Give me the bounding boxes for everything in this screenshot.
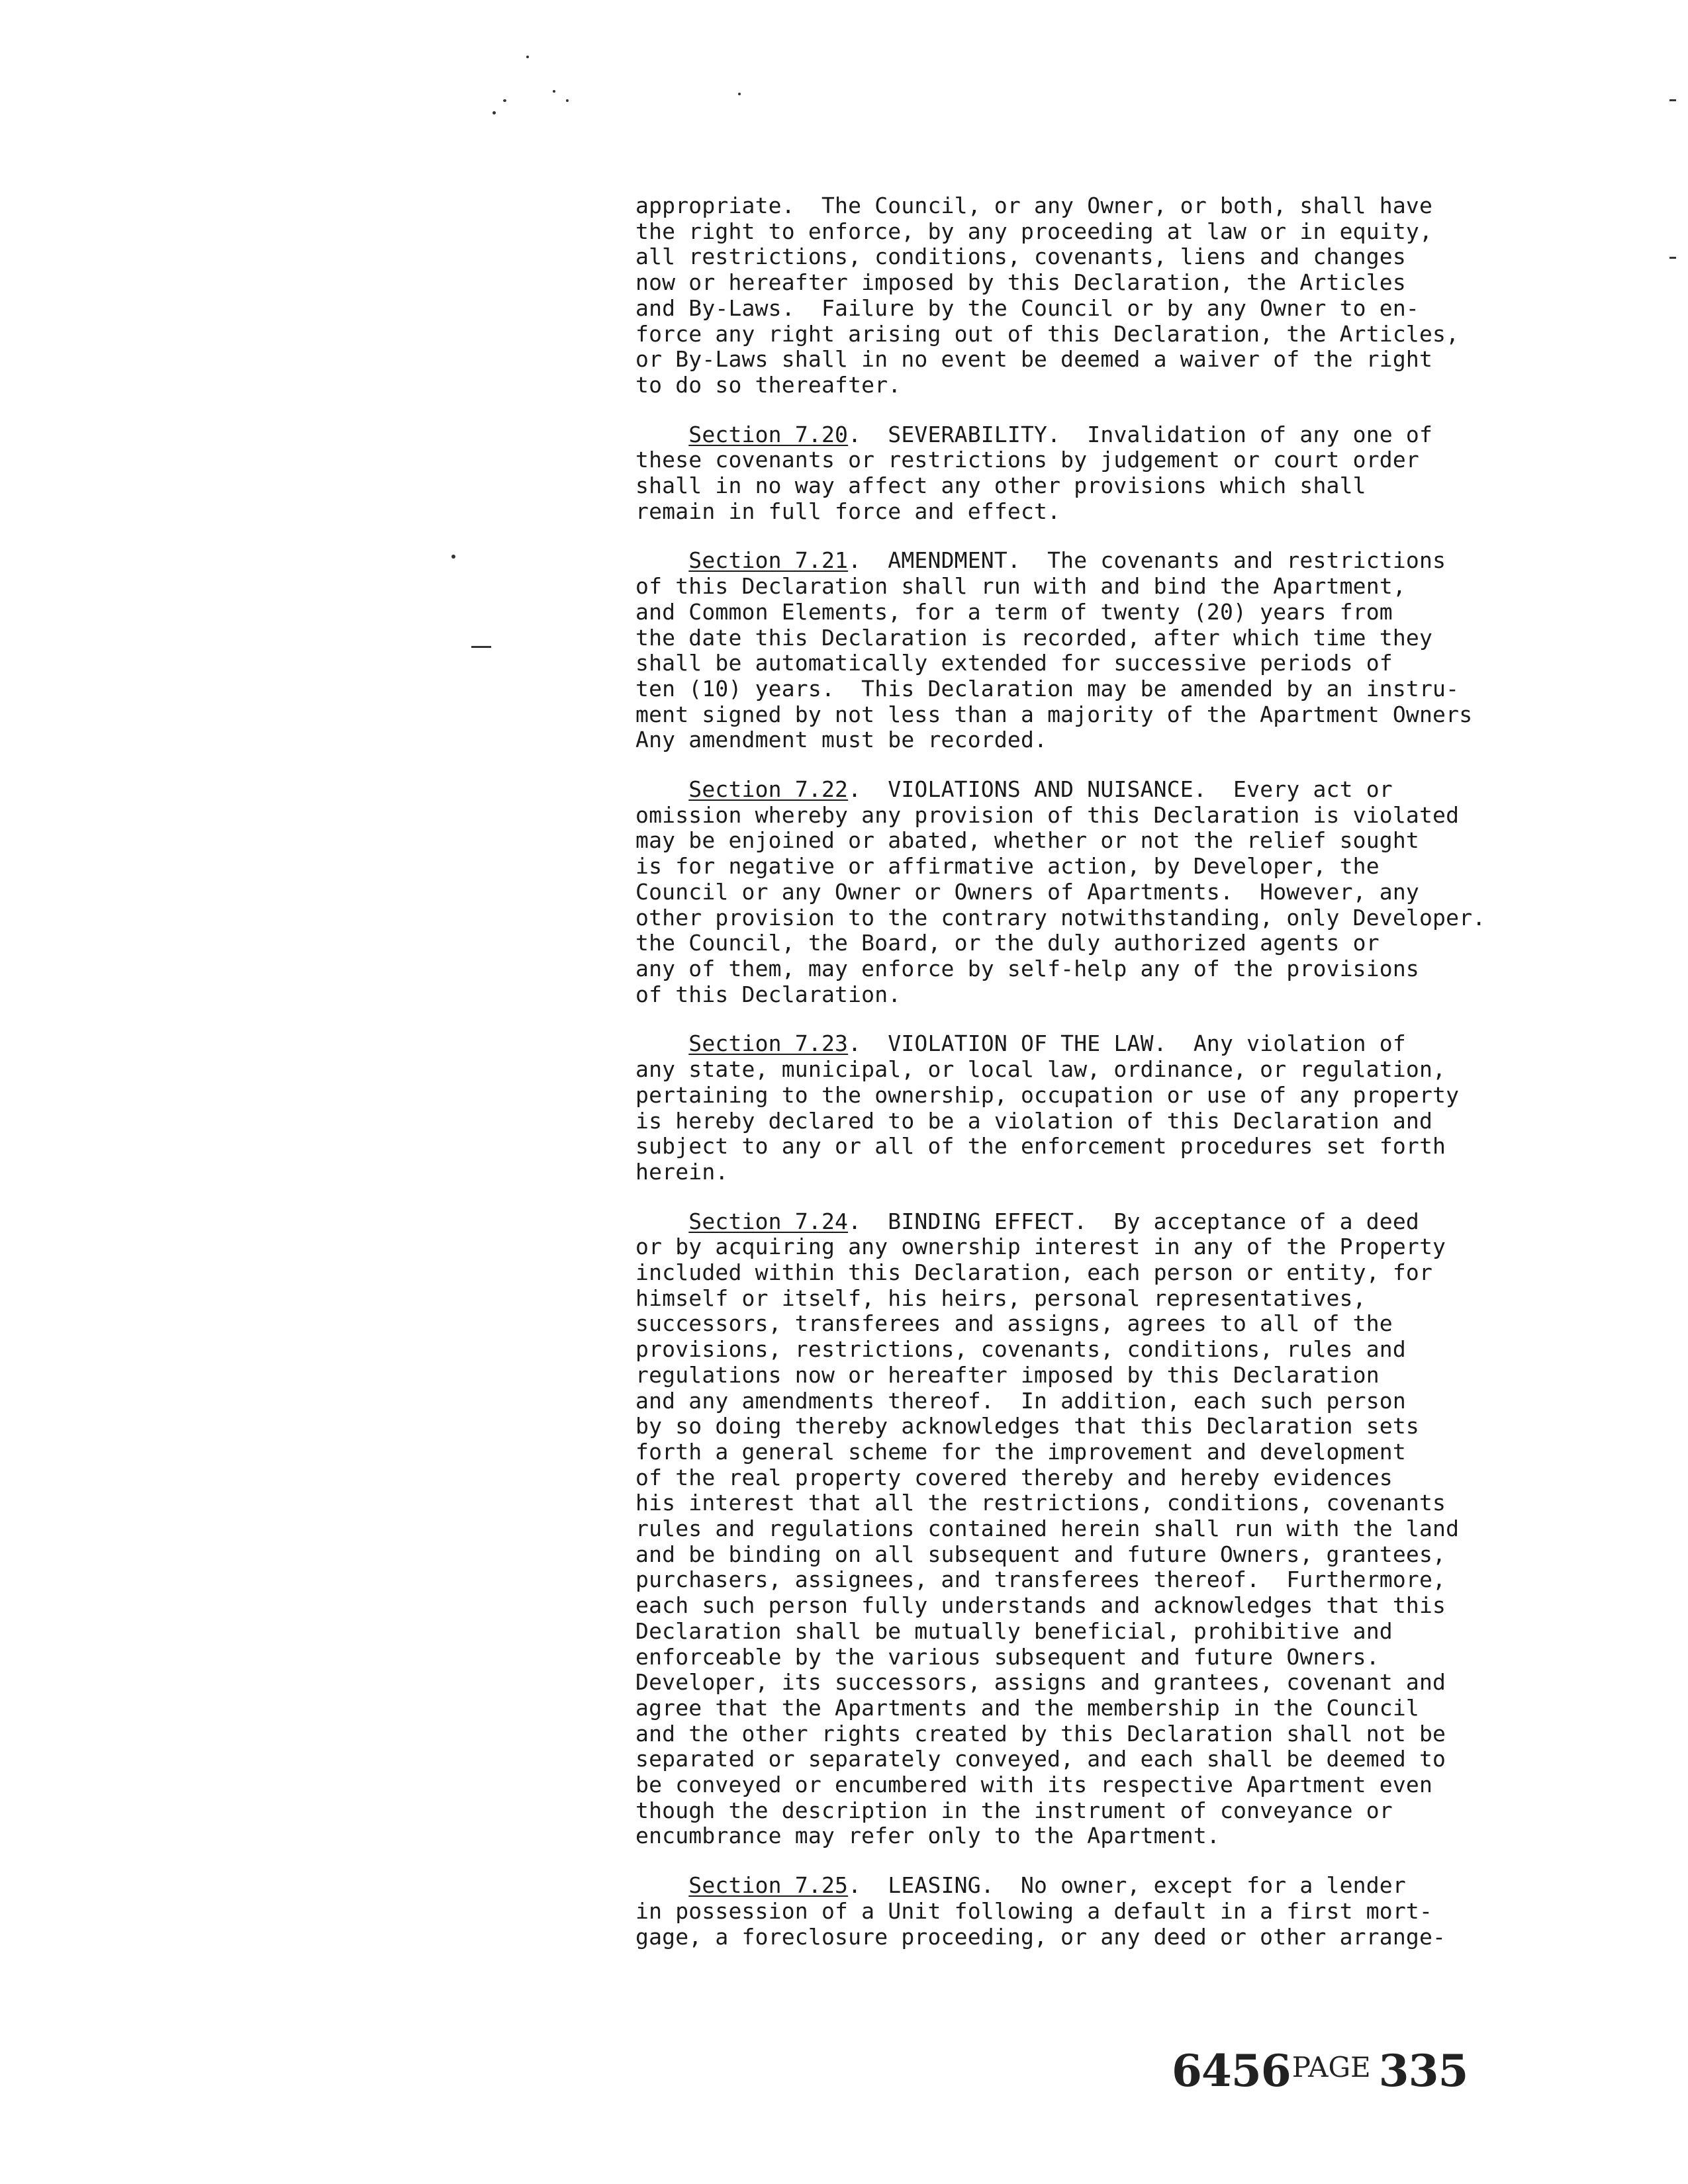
text-line: all restrictions, conditions, covenants, liens and changes xyxy=(635,244,1406,270)
section-heading-line xyxy=(635,1031,1615,1057)
text-line: the Council, the Board, or the duly authorized agents or xyxy=(635,930,1380,956)
section-number: Section 7.21 xyxy=(688,547,849,574)
section-7-25 xyxy=(635,1873,1615,1950)
book-number: 6456 xyxy=(1172,2045,1291,2097)
body-text xyxy=(635,193,1615,1974)
text-line: regulations now or hereafter imposed by this Declaration xyxy=(635,1361,1380,1388)
section-heading-text: . SEVERABILITY. Invalidation of any one of xyxy=(848,421,1433,447)
text-line: now or hereafter imposed by this Declaration, the Articles xyxy=(635,269,1406,296)
text-line: Any amendment must be recorded. xyxy=(635,727,1048,753)
indent xyxy=(635,776,688,802)
section-heading-line xyxy=(635,1873,1615,1899)
section-7-22 xyxy=(635,777,1615,1007)
text-line: though the description in the instrument of conveyance or xyxy=(635,1797,1393,1823)
text-line: force any right arising out of this Declaration, the Articles, xyxy=(635,320,1460,347)
indent xyxy=(635,422,688,447)
scan-speck xyxy=(738,93,741,95)
margin-dash xyxy=(471,646,491,648)
indent xyxy=(635,1030,688,1056)
text-line: pertaining to the ownership, occupation or use of any property xyxy=(635,1081,1460,1108)
text-line: and By-Laws. Failure by the Council or by any Owner to en- xyxy=(635,295,1419,321)
margin-dash xyxy=(1669,99,1676,101)
section-7-24 xyxy=(635,1209,1615,1850)
text-line: the right to enforce, by any proceeding at law or in equity, xyxy=(635,218,1433,244)
text-line: any of them, may enforce by self-help any of the provisions xyxy=(635,955,1419,981)
text-line: enforceable by the various subsequent and future Owners. xyxy=(635,1643,1380,1670)
text-line: by so doing thereby acknowledges that this Declaration sets xyxy=(635,1413,1419,1439)
book-page-stamp xyxy=(1172,2045,1468,2097)
section-7-21 xyxy=(635,548,1615,753)
text-line: gage, a foreclosure proceeding, or any deed or other arrange- xyxy=(635,1923,1446,1950)
text-line: provisions, restrictions, covenants, conditions, rules and xyxy=(635,1336,1406,1363)
text-line: included within this Declaration, each person or entity, for xyxy=(635,1259,1433,1286)
scan-speck xyxy=(526,56,529,58)
text-line: of the real property covered thereby and hereby evidences xyxy=(635,1464,1393,1490)
section-number: Section 7.23 xyxy=(688,1030,849,1057)
text-line: ment signed by not less than a majority of the Apartment Owners xyxy=(635,701,1473,727)
text-line: and be binding on all subsequent and future Owners, grantees, xyxy=(635,1541,1446,1567)
section-7-20 xyxy=(635,422,1615,525)
text-line: and the other rights created by this Declaration shall not be xyxy=(635,1720,1446,1747)
text-line: shall in no way affect any other provisions which shall xyxy=(635,473,1366,499)
section-heading-text: . VIOLATION OF THE LAW. Any violation of xyxy=(848,1030,1406,1057)
text-line: Council or any Owner or Owners of Apartments. However, any xyxy=(635,878,1419,905)
text-line: himself or itself, his heirs, personal representatives, xyxy=(635,1285,1366,1311)
scan-speck xyxy=(553,90,555,93)
text-line: Declaration shall be mutually beneficial, prohibitive and xyxy=(635,1617,1393,1644)
scan-speck xyxy=(566,99,569,102)
text-line: separated or separately conveyed, and each shall be deemed to xyxy=(635,1746,1446,1772)
text-line: forth a general scheme for the improvement and development xyxy=(635,1438,1406,1465)
text-line: rules and regulations contained herein shall run with the land xyxy=(635,1516,1460,1542)
indent xyxy=(635,547,688,573)
section-number: Section 7.22 xyxy=(688,776,849,803)
text-line: or by acquiring any ownership interest in any of the Property xyxy=(635,1234,1446,1260)
section-heading-line xyxy=(635,1209,1615,1235)
text-line: may be enjoined or abated, whether or not the relief sought xyxy=(635,827,1419,854)
text-line: each such person fully understands and acknowledges that this xyxy=(635,1592,1446,1619)
scan-speck xyxy=(492,111,496,114)
section-number: Section 7.24 xyxy=(688,1208,849,1234)
text-line: shall be automatically extended for successive periods of xyxy=(635,650,1393,676)
section-heading-text: . BINDING EFFECT. By acceptance of a deed xyxy=(848,1208,1420,1234)
section-number: Section 7.20 xyxy=(688,421,849,447)
text-line: omission whereby any provision of this Declaration is violated xyxy=(635,801,1460,828)
text-line: to do so thereafter. xyxy=(635,371,902,398)
section-heading-line xyxy=(635,777,1615,803)
text-line: herein. xyxy=(635,1158,729,1185)
text-line: and Common Elements, for a term of twenty (20) years from xyxy=(635,598,1393,625)
text-line: successors, transferees and assigns, agrees to all of the xyxy=(635,1310,1393,1337)
margin-dash xyxy=(1669,257,1676,259)
text-line: the date this Declaration is recorded, after which time they xyxy=(635,624,1433,651)
text-line: is hereby declared to be a violation of this Declaration and xyxy=(635,1107,1433,1134)
text-line: remain in full force and effect. xyxy=(635,498,1061,524)
text-line: of this Declaration shall run with and bind the Apartment, xyxy=(635,573,1406,600)
text-line: Developer, its successors, assigns and grantees, covenant and xyxy=(635,1669,1446,1696)
text-line: agree that the Apartments and the membership in the Council xyxy=(635,1694,1419,1721)
section-heading-text: . LEASING. No owner, except for a lender xyxy=(848,1872,1406,1899)
section-heading-line xyxy=(635,422,1615,448)
section-heading-text: . VIOLATIONS AND NUISANCE. Every act or xyxy=(848,776,1393,803)
text-line: purchasers, assignees, and transferees thereof. Furthermore, xyxy=(635,1567,1446,1593)
text-line: appropriate. The Council, or any Owner, or both, shall have xyxy=(635,193,1433,218)
text-line: is for negative or affirmative action, by Developer, the xyxy=(635,853,1380,880)
section-heading-text: . AMENDMENT. The covenants and restrictions xyxy=(848,547,1446,574)
section-7-23 xyxy=(635,1031,1615,1185)
section-heading-line xyxy=(635,548,1615,574)
paragraph-continuation xyxy=(635,193,1615,398)
section-number: Section 7.25 xyxy=(688,1872,849,1899)
text-line: his interest that all the restrictions, conditions, covenants xyxy=(635,1490,1446,1516)
scan-speck xyxy=(451,555,455,559)
text-line: be conveyed or encumbered with its respective Apartment even xyxy=(635,1772,1433,1798)
indent xyxy=(635,1208,688,1234)
text-line: ten (10) years. This Declaration may be amended by an instru- xyxy=(635,675,1460,702)
page-number: 335 xyxy=(1378,2045,1468,2097)
text-line: or By-Laws shall in no event be deemed a waiver of the right xyxy=(635,346,1433,373)
text-line: other provision to the contrary notwithstanding, only Developer. xyxy=(635,904,1486,931)
scan-speck xyxy=(503,99,506,102)
text-line: and any amendments thereof. In addition, each such person xyxy=(635,1387,1406,1414)
indent xyxy=(635,1872,688,1898)
page-word: PAGE xyxy=(1291,2051,1371,2083)
text-line: in possession of a Unit following a default in a first mort- xyxy=(635,1897,1433,1924)
text-line: these covenants or restrictions by judgement or court order xyxy=(635,447,1419,473)
text-line: of this Declaration. xyxy=(635,981,902,1007)
text-line: any state, municipal, or local law, ordinance, or regulation, xyxy=(635,1056,1446,1083)
text-line: encumbrance may refer only to the Apartment. xyxy=(635,1823,1220,1849)
text-line: subject to any or all of the enforcement procedures set forth xyxy=(635,1133,1446,1160)
